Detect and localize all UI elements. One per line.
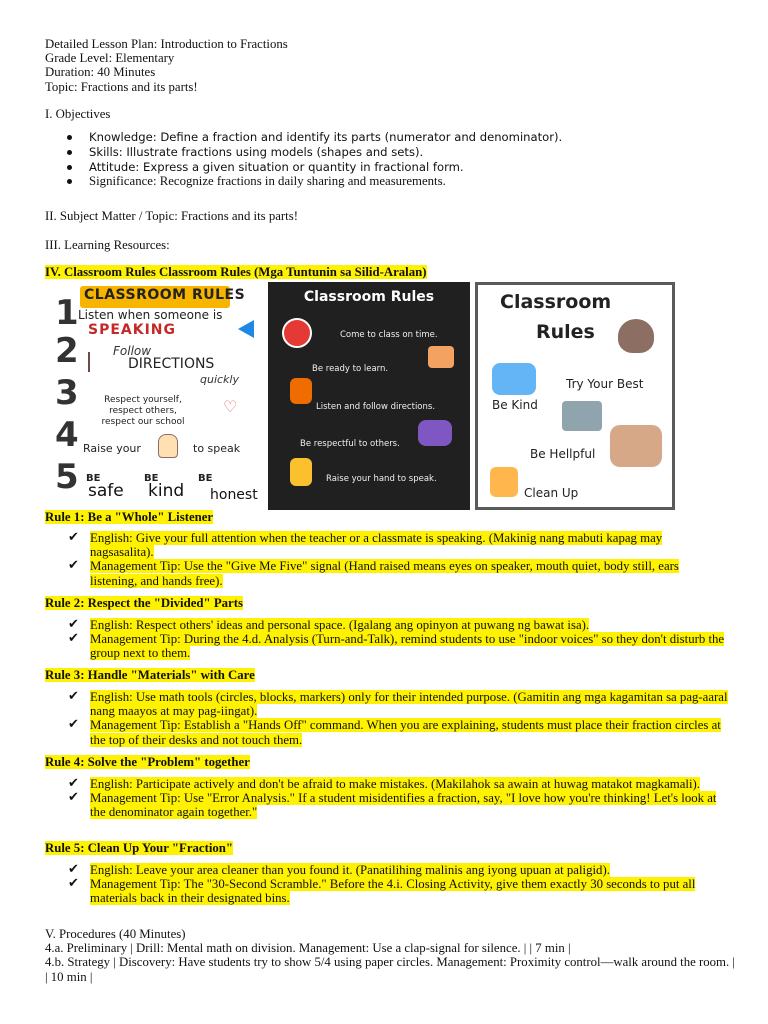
- rule5-honest: honest: [210, 487, 258, 503]
- rule5-kind: kind: [148, 481, 185, 501]
- poster1-title: CLASSROOM RULES: [84, 287, 246, 303]
- bullet-icon: [67, 150, 72, 155]
- subject-matter: II. Subject Matter / Topic: Fractions and its parts!: [45, 209, 298, 223]
- rule-3-title: Rule 3: Handle "Materials" with Care: [45, 668, 255, 682]
- poster2-rule-5: Raise your hand to speak.: [326, 474, 437, 484]
- topic: Topic: Fractions and its parts!: [45, 79, 198, 94]
- hand-raised-icon: [290, 458, 312, 486]
- poster-classroom-rules-3: [475, 282, 675, 510]
- checkmark-icon: ✔: [68, 617, 79, 632]
- rules-heading: IV. Classroom Rules Classroom Rules (Mga Tuntunin sa Silid-Aralan): [45, 265, 427, 279]
- megaphone-icon: [238, 320, 254, 338]
- raised-hand-icon: [158, 434, 178, 458]
- poster3-title-2: Rules: [536, 321, 595, 343]
- signpost-icon: [88, 352, 108, 372]
- rule2-quickly: quickly: [200, 373, 239, 386]
- number-2: 2: [55, 331, 79, 371]
- student-listening-icon: [290, 378, 312, 404]
- bullet-icon: [67, 179, 72, 184]
- procedures-heading: V. Procedures (40 Minutes): [45, 927, 186, 941]
- rule4-speak: to speak: [193, 442, 241, 455]
- heart-icon: ♡: [223, 397, 238, 416]
- poster2-rule-1: Come to class on time.: [340, 330, 438, 340]
- list-item: Knowledge: Define a fraction and identify its parts (numerator and denominator).: [65, 130, 562, 145]
- poster-classroom-rules-2: [268, 282, 470, 510]
- number-3: 3: [55, 373, 79, 413]
- owl-icon: [618, 319, 654, 353]
- checkmark-icon: ✔: [68, 790, 79, 806]
- rule-4-title: Rule 4: Solve the "Problem" together: [45, 755, 250, 769]
- bullet-icon: [67, 135, 72, 140]
- rule-3-list: [68, 690, 728, 747]
- poster2-rule-4: Be respectful to others.: [300, 439, 400, 449]
- poster3-clean-up: Clean Up: [524, 486, 579, 500]
- learning-resources: III. Learning Resources:: [45, 238, 170, 252]
- procedures-section: [45, 927, 735, 984]
- rule-2-title: Rule 2: Respect the "Divided" Parts: [45, 596, 243, 610]
- list-item: ✔ Management Tip: Use "Error Analysis." If a student misidentifies a fraction, say, "I love how you're thinking! Let's look at the denominator again together.": [68, 790, 717, 820]
- kids-sharing-icon: [492, 363, 536, 395]
- checkmark-icon: ✔: [68, 558, 79, 574]
- checkmark-icon: ✔: [68, 530, 79, 545]
- procedure-a: 4.a. Preliminary | Drill: Mental math on division. Management: Use a clap-signal for silence. | | 7 min |: [45, 941, 571, 956]
- poster-classroom-rules-1: [55, 282, 268, 510]
- rule-1-list: [68, 531, 728, 588]
- number-4: 4: [55, 415, 79, 455]
- number-1: 1: [55, 293, 79, 333]
- bullet-icon: [67, 165, 72, 170]
- checkmark-icon: ✔: [68, 689, 79, 704]
- duration: Duration: 40 Minutes: [45, 65, 156, 80]
- list-item: ✔ English: Respect others' ideas and personal space. (Igalang ang opinyon at puwang ng bawat isa).: [68, 617, 590, 632]
- student-computer-icon: [562, 401, 602, 431]
- poster2-title: Classroom Rules: [303, 289, 435, 305]
- rule-1-title: Rule 1: Be a "Whole" Listener: [45, 510, 214, 524]
- cleaning-kid-icon: [490, 467, 518, 497]
- list-item: Significance: Recognize fractions in daily sharing and measurements.: [65, 174, 562, 189]
- rule5-be-1: BE: [86, 473, 101, 484]
- poster2-rule-2: Be ready to learn.: [312, 364, 389, 374]
- poster2-rule-3: Listen and follow directions.: [316, 402, 436, 412]
- rule-5-title: Rule 5: Clean Up Your "Fraction": [45, 841, 234, 855]
- rule5-be-2: BE: [144, 473, 159, 484]
- rule1-speaking: SPEAKING: [88, 322, 177, 338]
- checkmark-icon: ✔: [68, 876, 79, 892]
- rule-4-list: [68, 777, 728, 820]
- objectives-list: [65, 130, 562, 189]
- rule5-be-3: BE: [198, 473, 213, 484]
- list-item: ✔ English: Use math tools (circles, blocks, markers) only for their intended purpose. (Gamitin ang mga kagamitan sa pag-aaral nang maayos at may pag-iingat).: [68, 689, 728, 719]
- rule3-text: Respect yourself, respect others, respect our school: [101, 395, 185, 427]
- checkmark-icon: ✔: [68, 717, 79, 733]
- list-item: ✔ English: Leave your area cleaner than you found it. (Panatilihing malinis ang iyong upuan at paligid).: [68, 862, 610, 877]
- lesson-header: [45, 37, 288, 94]
- objectives-heading: I. Objectives: [45, 107, 111, 121]
- list-item: ✔ Management Tip: Establish a "Hands Off" command. When you are explaining, students must place their fraction circles at the top of their desks and not touch them.: [68, 717, 721, 747]
- checkmark-icon: ✔: [68, 862, 79, 877]
- list-item: ✔ Management Tip: During the 4.d. Analysis (Turn-and-Talk), remind students to use "indoor voices" so they don't disturb the group next to them.: [68, 631, 725, 661]
- helping-hands-icon: [610, 425, 662, 467]
- rule-5-list: [68, 863, 728, 906]
- student-desk-icon: [428, 346, 454, 368]
- poster3-be-kind: Be Kind: [492, 398, 538, 412]
- checkmark-icon: ✔: [68, 776, 79, 791]
- checkmark-icon: ✔: [68, 631, 79, 647]
- grade-level: Grade Level: Elementary: [45, 51, 175, 66]
- kids-hug-icon: [418, 420, 452, 446]
- rule2-follow: Follow: [113, 344, 152, 358]
- alarm-clock-icon: [282, 318, 312, 348]
- list-item: Skills: Illustrate fractions using models (shapes and sets).: [65, 145, 562, 160]
- poster3-be-helpful: Be Hellpful: [530, 447, 596, 461]
- list-item: ✔ Management Tip: Use the "Give Me Five" signal (Hand raised means eyes on speaker, mouth quiet, body still, ears listening, and hands free).: [68, 558, 679, 588]
- poster3-title-1: Classroom: [500, 291, 612, 313]
- poster3-try-best: Try Your Best: [566, 377, 644, 391]
- rule5-safe: safe: [88, 481, 124, 501]
- list-item: ✔ English: Participate actively and don't be afraid to make mistakes. (Makilahok sa awain at huwag matakot magkamali).: [68, 776, 700, 791]
- procedure-b: 4.b. Strategy | Discovery: Have students try to show 5/4 using paper circles. Management: Proximity control—walk around the room. | | 10 min |: [45, 955, 735, 984]
- number-5: 5: [55, 457, 79, 497]
- rule2-directions: DIRECTIONS: [128, 356, 215, 372]
- list-item: Attitude: Express a given situation or quantity in fractional form.: [65, 160, 562, 175]
- lesson-title: Detailed Lesson Plan: Introduction to Fractions: [45, 37, 288, 51]
- rule1-text: Listen when someone is: [78, 308, 223, 322]
- rule4-raise: Raise your: [83, 442, 141, 455]
- list-item: ✔ English: Give your full attention when the teacher or a classmate is speaking. (Makinig nang mabuti kapag may nagsasalita).: [68, 530, 663, 560]
- list-item: ✔ Management Tip: The "30-Second Scramble." Before the 4.i. Closing Activity, give them exactly 30 seconds to put all materials back in their designated bins.: [68, 876, 696, 906]
- rule-2-list: [68, 618, 728, 661]
